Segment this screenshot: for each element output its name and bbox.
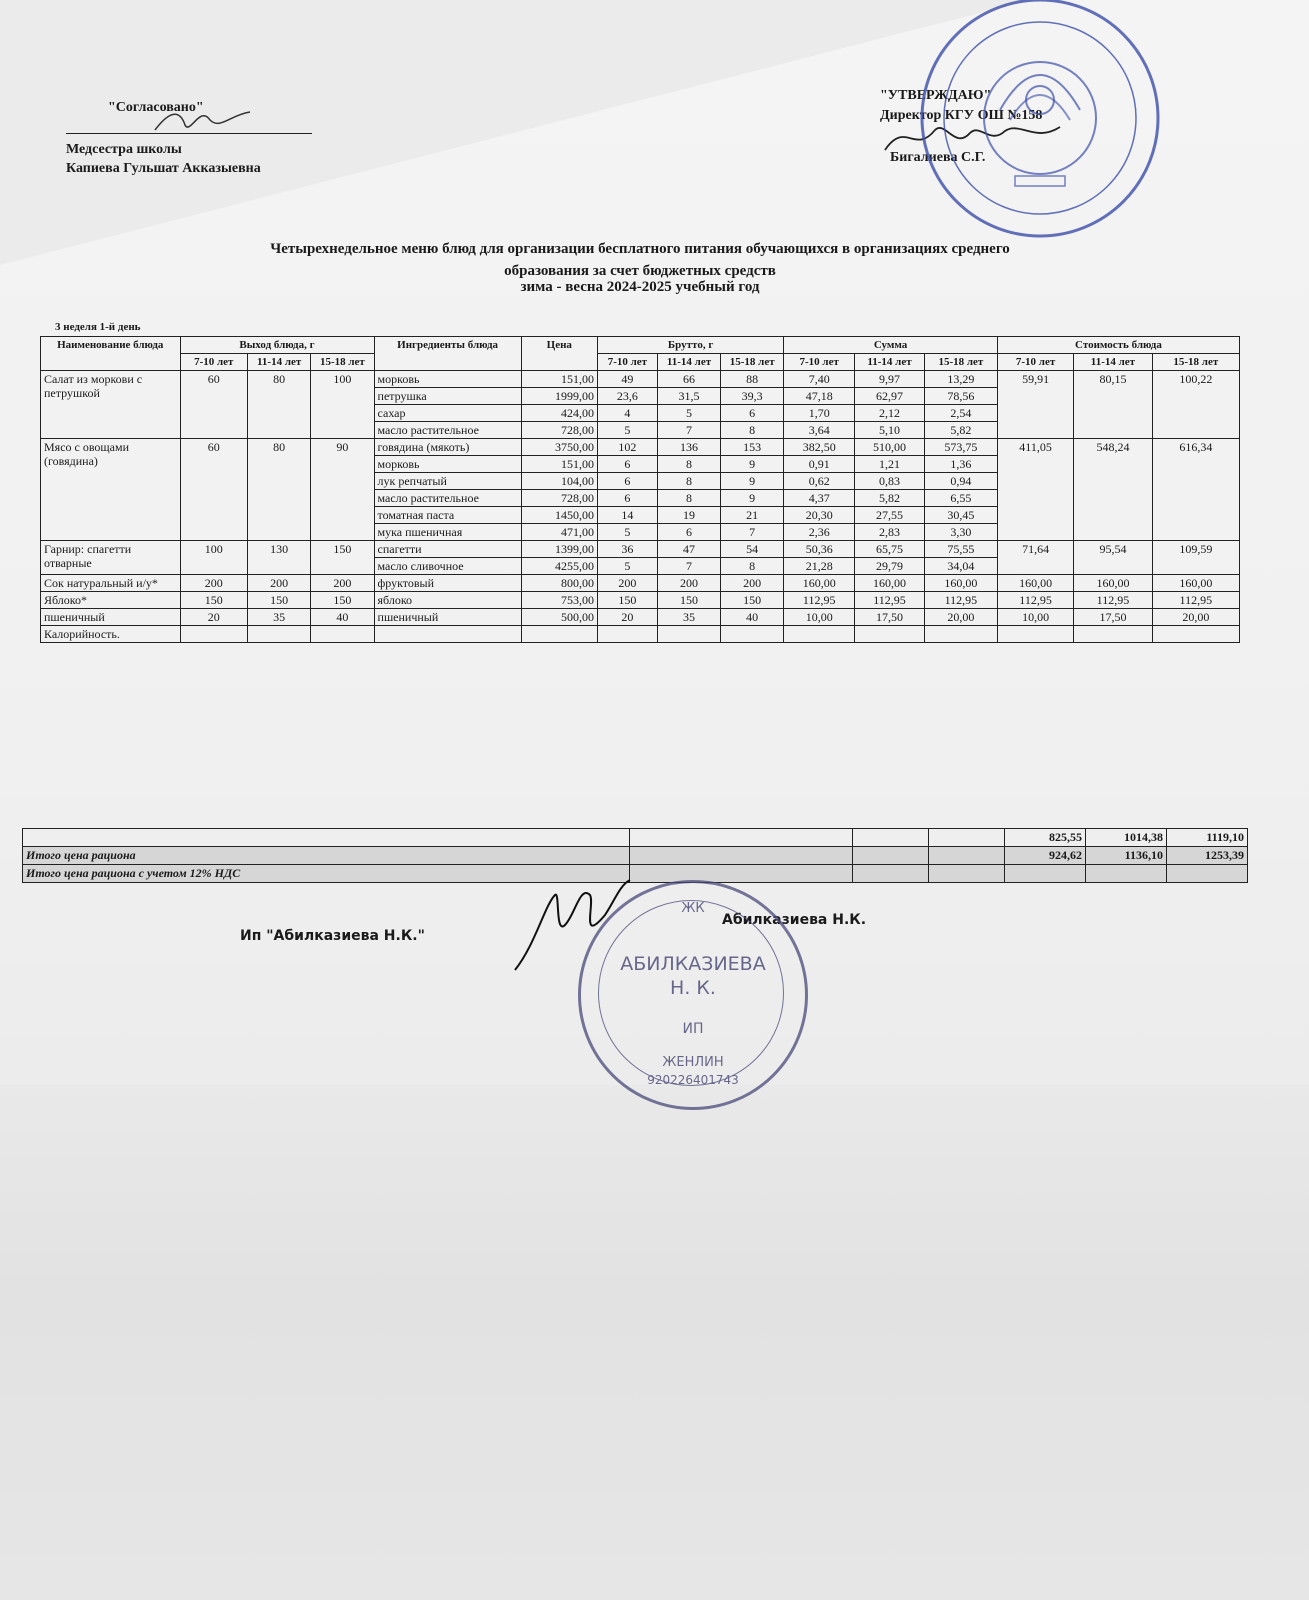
ip-seal-city: ЖЕНЛИН (662, 1055, 724, 1070)
sum-cell: 1,36 (924, 456, 997, 473)
price-cell: 1399,00 (521, 541, 597, 558)
yield-cell: 80 (248, 439, 311, 541)
gross-cell: 9 (721, 456, 784, 473)
yield-cell: 200 (311, 575, 374, 592)
header-sum: Сумма (784, 337, 998, 354)
empty-cell (374, 626, 521, 643)
header-price: Цена (521, 337, 597, 371)
ingredient-row (41, 371, 1240, 388)
title-line-3: зима - весна 2024-2025 учебный год (520, 279, 760, 295)
gross-cell: 6 (597, 490, 657, 507)
ingredient-name: фруктовый (374, 575, 521, 592)
gross-cell: 6 (597, 473, 657, 490)
gross-cell: 40 (721, 609, 784, 626)
yield-cell: 200 (248, 575, 311, 592)
vat-total-age-2: 1136,10 (1085, 847, 1166, 865)
agreed-label: "Согласовано" (108, 100, 204, 115)
empty-cell (924, 626, 997, 643)
gross-cell: 150 (657, 592, 720, 609)
gross-cell: 35 (657, 609, 720, 626)
sum-cell: 382,50 (784, 439, 855, 456)
gross-cell: 4 (597, 405, 657, 422)
nurse-name: Капиева Гульшат Акказыевна (66, 161, 261, 176)
empty-cell (180, 626, 248, 643)
gross-cell: 153 (721, 439, 784, 456)
gross-cell: 39,3 (721, 388, 784, 405)
ingredient-name: петрушка (374, 388, 521, 405)
yield-cell: 150 (248, 592, 311, 609)
empty-cell (997, 626, 1073, 643)
sum-cell: 1,70 (784, 405, 855, 422)
cost-cell: 112,95 (1152, 592, 1239, 609)
sum-cell: 17,50 (855, 609, 925, 626)
gross-cell: 6 (597, 456, 657, 473)
gross-cell: 150 (721, 592, 784, 609)
sum-cell: 21,28 (784, 558, 855, 575)
cost-cell: 112,95 (1074, 592, 1152, 609)
sum-cell: 510,00 (855, 439, 925, 456)
header-age: 11-14 лет (855, 354, 925, 371)
empty-cell (1074, 626, 1152, 643)
cost-cell: 71,64 (997, 541, 1073, 575)
sum-cell: 0,91 (784, 456, 855, 473)
ingredient-name: мука пшеничная (374, 524, 521, 541)
header-dish: Наименование блюда (41, 337, 181, 371)
gross-cell: 5 (597, 524, 657, 541)
gross-cell: 7 (721, 524, 784, 541)
empty-cell (721, 626, 784, 643)
nurse-role: Медсестра школы (66, 142, 182, 157)
sum-cell: 5,10 (855, 422, 925, 439)
gross-cell: 136 (657, 439, 720, 456)
gross-cell: 23,6 (597, 388, 657, 405)
ingredient-row (41, 609, 1240, 626)
title-line-2: образования за счет бюджетных средств (504, 263, 776, 279)
empty-cell (311, 626, 374, 643)
sum-cell: 2,12 (855, 405, 925, 422)
empty-cell (855, 626, 925, 643)
cost-cell: 160,00 (997, 575, 1073, 592)
ingredient-name: морковь (374, 371, 521, 388)
sum-cell: 3,64 (784, 422, 855, 439)
gross-cell: 7 (657, 558, 720, 575)
dish-name: пшеничный (41, 609, 181, 626)
yield-cell: 150 (311, 592, 374, 609)
cost-cell: 17,50 (1074, 609, 1152, 626)
total-age-1: 825,55 (1005, 829, 1086, 847)
gross-cell: 47 (657, 541, 720, 558)
ingredient-name: масло растительное (374, 422, 521, 439)
yield-cell: 60 (180, 439, 248, 541)
week-day-label: 3 неделя 1-й день (55, 321, 141, 333)
gross-cell: 102 (597, 439, 657, 456)
sum-cell: 2,54 (924, 405, 997, 422)
gross-cell: 8 (657, 456, 720, 473)
cost-cell: 548,24 (1074, 439, 1152, 541)
yield-cell: 150 (180, 592, 248, 609)
price-cell: 728,00 (521, 422, 597, 439)
cost-cell: 100,22 (1152, 371, 1239, 439)
gross-cell: 36 (597, 541, 657, 558)
yield-cell: 90 (311, 439, 374, 541)
ip-seal (578, 880, 808, 1110)
sum-cell: 160,00 (924, 575, 997, 592)
price-cell: 800,00 (521, 575, 597, 592)
ingredient-name: спагетти (374, 541, 521, 558)
cost-cell: 59,91 (997, 371, 1073, 439)
gross-cell: 200 (721, 575, 784, 592)
price-cell: 753,00 (521, 592, 597, 609)
sum-cell: 112,95 (924, 592, 997, 609)
gross-cell: 200 (657, 575, 720, 592)
sum-cell: 9,97 (855, 371, 925, 388)
background-surface (0, 1085, 1309, 1600)
sum-cell: 47,18 (784, 388, 855, 405)
sum-cell: 20,30 (784, 507, 855, 524)
gross-cell: 8 (721, 422, 784, 439)
header-age: 7-10 лет (997, 354, 1073, 371)
ingredient-name: масло растительное (374, 490, 521, 507)
gross-cell: 31,5 (657, 388, 720, 405)
header-age: 7-10 лет (597, 354, 657, 371)
ip-left: Ип "Абилказиева Н.К." (240, 928, 425, 944)
gross-cell: 8 (657, 490, 720, 507)
sum-cell: 20,00 (924, 609, 997, 626)
gross-cell: 8 (657, 473, 720, 490)
dish-name: Мясо с овощами (говядина) (41, 439, 181, 541)
sum-cell: 0,62 (784, 473, 855, 490)
gross-cell: 66 (657, 371, 720, 388)
price-cell: 728,00 (521, 490, 597, 507)
header-age: 15-18 лет (924, 354, 997, 371)
price-cell: 500,00 (521, 609, 597, 626)
sum-cell: 75,55 (924, 541, 997, 558)
cost-cell: 160,00 (1152, 575, 1239, 592)
dish-name: Гарнир: спагетти отварные (41, 541, 181, 575)
ingredient-row (41, 439, 1240, 456)
cost-cell: 20,00 (1152, 609, 1239, 626)
ingredient-row (41, 541, 1240, 558)
gross-cell: 14 (597, 507, 657, 524)
price-cell: 424,00 (521, 405, 597, 422)
header-gross: Брутто, г (597, 337, 783, 354)
sum-cell: 65,75 (855, 541, 925, 558)
header-age: 7-10 лет (784, 354, 855, 371)
yield-cell: 20 (180, 609, 248, 626)
gross-cell: 9 (721, 473, 784, 490)
empty-cell (597, 626, 657, 643)
ingredient-row (41, 575, 1240, 592)
sum-cell: 112,95 (784, 592, 855, 609)
ip-right: Абилказиева Н.К. (722, 912, 867, 928)
empty-cell (784, 626, 855, 643)
sum-cell: 5,82 (924, 422, 997, 439)
ingredient-row (41, 592, 1240, 609)
title-line-1: Четырехнедельное меню блюд для организации бесплатного питания обучающихся в организациях среднего (270, 241, 1010, 257)
sum-cell: 29,79 (855, 558, 925, 575)
empty-cell (1152, 626, 1239, 643)
sum-cell: 2,36 (784, 524, 855, 541)
sum-cell: 6,55 (924, 490, 997, 507)
total-age-2: 1014,38 (1085, 829, 1166, 847)
ip-seal-name: АБИЛКАЗИЕВА (620, 953, 766, 975)
header-age: 15-18 лет (1152, 354, 1239, 371)
price-cell: 104,00 (521, 473, 597, 490)
ip-seal-ip: ИП (682, 1021, 704, 1037)
ingredient-name: сахар (374, 405, 521, 422)
header-age: 15-18 лет (721, 354, 784, 371)
ingredient-name: пшеничный (374, 609, 521, 626)
ingredient-name: яблоко (374, 592, 521, 609)
sum-cell: 7,40 (784, 371, 855, 388)
yield-cell: 150 (311, 541, 374, 575)
sum-cell: 160,00 (784, 575, 855, 592)
sum-cell: 34,04 (924, 558, 997, 575)
gross-cell: 6 (721, 405, 784, 422)
gross-cell: 200 (597, 575, 657, 592)
cost-cell: 109,59 (1152, 541, 1239, 575)
gross-cell: 5 (597, 558, 657, 575)
gross-cell: 150 (597, 592, 657, 609)
sum-cell: 30,45 (924, 507, 997, 524)
cost-cell: 10,00 (997, 609, 1073, 626)
header-ingredients: Ингредиенты блюда (374, 337, 521, 371)
dish-name: Салат из моркови с петрушкой (41, 371, 181, 439)
price-cell: 4255,00 (521, 558, 597, 575)
price-cell: 471,00 (521, 524, 597, 541)
school-seal (905, 0, 1175, 245)
sum-cell: 5,82 (855, 490, 925, 507)
yield-cell: 80 (248, 371, 311, 439)
cost-cell: 112,95 (997, 592, 1073, 609)
approved-label: "УТВЕРЖДАЮ" (880, 88, 992, 103)
header-age: 11-14 лет (1074, 354, 1152, 371)
header-age: 11-14 лет (657, 354, 720, 371)
sum-cell: 3,30 (924, 524, 997, 541)
gross-cell: 5 (657, 405, 720, 422)
sum-cell: 2,83 (855, 524, 925, 541)
sum-cell: 10,00 (784, 609, 855, 626)
calories-row (41, 626, 1240, 643)
total-price-label: Итого цена рациона (23, 847, 630, 865)
sum-cell: 160,00 (855, 575, 925, 592)
header-age: 15-18 лет (311, 354, 374, 371)
yield-cell: 200 (180, 575, 248, 592)
yield-cell: 130 (248, 541, 311, 575)
sum-cell: 0,94 (924, 473, 997, 490)
sum-cell: 1,21 (855, 456, 925, 473)
vat-total-age-3: 1253,39 (1166, 847, 1247, 865)
calories-label: Калорийность. (41, 626, 181, 643)
ingredient-name: томатная паста (374, 507, 521, 524)
vat-total-age-1: 924,62 (1005, 847, 1086, 865)
gross-cell: 88 (721, 371, 784, 388)
menu-table (40, 336, 1240, 643)
gross-cell: 49 (597, 371, 657, 388)
sum-cell: 0,83 (855, 473, 925, 490)
gross-cell: 20 (597, 609, 657, 626)
sum-cell: 62,97 (855, 388, 925, 405)
ingredient-name: масло сливочное (374, 558, 521, 575)
yield-cell: 40 (311, 609, 374, 626)
yield-cell: 100 (311, 371, 374, 439)
sum-cell: 27,55 (855, 507, 925, 524)
cost-cell: 160,00 (1074, 575, 1152, 592)
gross-cell: 5 (597, 422, 657, 439)
yield-cell: 35 (248, 609, 311, 626)
ip-seal-initials: Н. К. (670, 977, 716, 999)
gross-cell: 7 (657, 422, 720, 439)
empty-cell (521, 626, 597, 643)
sum-cell: 112,95 (855, 592, 925, 609)
sum-cell: 4,37 (784, 490, 855, 507)
header-yield: Выход блюда, г (180, 337, 374, 354)
ingredient-name: морковь (374, 456, 521, 473)
price-cell: 1999,00 (521, 388, 597, 405)
price-cell: 151,00 (521, 371, 597, 388)
menu-table-body (41, 371, 1240, 643)
gross-cell: 9 (721, 490, 784, 507)
total-price-row (23, 847, 1248, 865)
gross-cell: 19 (657, 507, 720, 524)
ip-seal-top: ЖК (681, 901, 705, 916)
dish-name: Яблоко* (41, 592, 181, 609)
sum-cell: 78,56 (924, 388, 997, 405)
totals-row (23, 829, 1248, 847)
sum-cell: 573,75 (924, 439, 997, 456)
cost-cell: 95,54 (1074, 541, 1152, 575)
empty-cell (248, 626, 311, 643)
cost-cell: 411,05 (997, 439, 1073, 541)
empty-cell (657, 626, 720, 643)
price-cell: 3750,00 (521, 439, 597, 456)
sum-cell: 13,29 (924, 371, 997, 388)
gross-cell: 6 (657, 524, 720, 541)
director-role: Директор КГУ ОШ №158 (880, 108, 1043, 123)
gross-cell: 8 (721, 558, 784, 575)
gross-cell: 21 (721, 507, 784, 524)
nurse-signature (150, 100, 260, 140)
ip-seal-number: 920226401743 (647, 1073, 739, 1087)
cost-cell: 616,34 (1152, 439, 1239, 541)
price-cell: 151,00 (521, 456, 597, 473)
vat-label: Итого цена рациона с учетом 12% НДС (23, 865, 630, 883)
header-cost: Стоимость блюда (997, 337, 1239, 354)
sum-cell: 50,36 (784, 541, 855, 558)
cost-cell: 80,15 (1074, 371, 1152, 439)
yield-cell: 60 (180, 371, 248, 439)
ingredient-name: говядина (мякоть) (374, 439, 521, 456)
yield-cell: 100 (180, 541, 248, 575)
director-name: Бигалиева С.Г. (890, 150, 986, 165)
header-age: 11-14 лет (248, 354, 311, 371)
header-age: 7-10 лет (180, 354, 248, 371)
gross-cell: 54 (721, 541, 784, 558)
ingredient-name: лук репчатый (374, 473, 521, 490)
price-cell: 1450,00 (521, 507, 597, 524)
dish-name: Сок натуральный и/у* (41, 575, 181, 592)
total-age-3: 1119,10 (1166, 829, 1247, 847)
